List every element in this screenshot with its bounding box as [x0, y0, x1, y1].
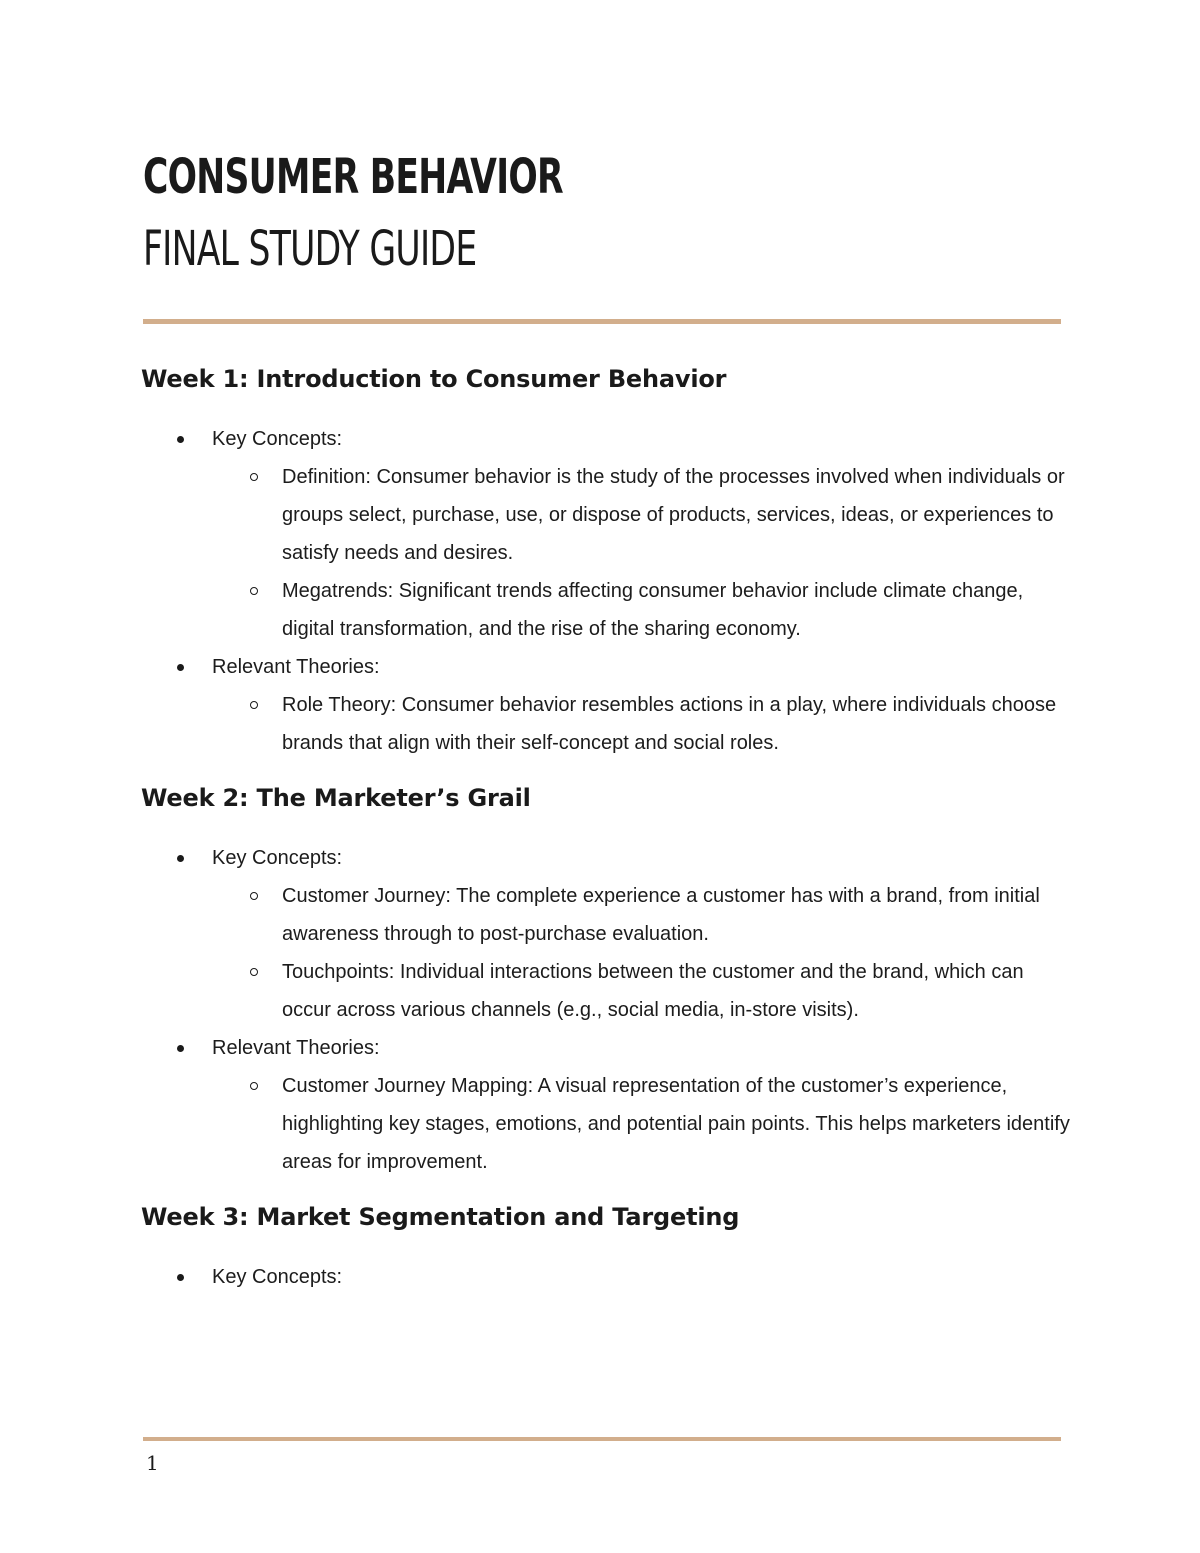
section-heading: Week 3: Market Segmentation and Targeting [141, 1203, 740, 1231]
week-3-section [141, 1198, 1071, 1296]
sub-list-item: Customer Journey: The complete experience a customer has with a brand, from initial awareness through to post-purchase evaluation. [212, 877, 1071, 953]
sub-list-item: Role Theory: Consumer behavior resembles actions in a play, where individuals choose brands that align with their self-concept and social roles. [212, 686, 1071, 762]
document-title: CONSUMER BEHAVIOR [143, 149, 563, 205]
list-item [141, 648, 1071, 762]
list-item-label: Relevant Theories: [212, 656, 380, 678]
sub-list-item: Touchpoints: Individual interactions between the customer and the brand, which can occur across various channels (e.g., social media, in-store visits). [212, 953, 1071, 1029]
bullet-list [141, 420, 1071, 762]
bullet-list [141, 1258, 1071, 1296]
list-item [141, 1029, 1071, 1181]
section-heading: Week 1: Introduction to Consumer Behavior [141, 365, 727, 393]
header-divider [143, 319, 1061, 324]
page-number: 1 [146, 1451, 159, 1475]
document-body [141, 360, 1071, 1296]
footer-divider [143, 1437, 1061, 1441]
sub-list [212, 1067, 1071, 1181]
list-item [141, 839, 1071, 1029]
sub-list-item: Megatrends: Significant trends affecting consumer behavior include climate change, digital transformation, and the rise of the sharing economy. [212, 572, 1071, 648]
sub-list-item: Definition: Consumer behavior is the study of the processes involved when individuals or groups select, purchase, use, or dispose of products, services, ideas, or experiences to satisfy needs and desires. [212, 458, 1071, 572]
list-item-label: Key Concepts: [212, 428, 343, 450]
list-item-label: Relevant Theories: [212, 1037, 380, 1059]
sub-list [212, 458, 1071, 648]
list-item [141, 1258, 1071, 1296]
sub-list [212, 686, 1071, 762]
week-2-section [141, 779, 1071, 1181]
sub-list-item: Customer Journey Mapping: A visual representation of the customer’s experience, highlighting key stages, emotions, and potential pain points. This helps marketers identify areas for improvement. [212, 1067, 1071, 1181]
list-item-label: Key Concepts: [212, 1266, 343, 1288]
bullet-list [141, 839, 1071, 1181]
list-item [141, 420, 1071, 648]
sub-list [212, 877, 1071, 1029]
list-item-label: Key Concepts: [212, 847, 343, 869]
week-1-section [141, 360, 1071, 762]
section-heading: Week 2: The Marketer’s Grail [141, 784, 531, 812]
document-subtitle: FINAL STUDY GUIDE [143, 221, 477, 277]
